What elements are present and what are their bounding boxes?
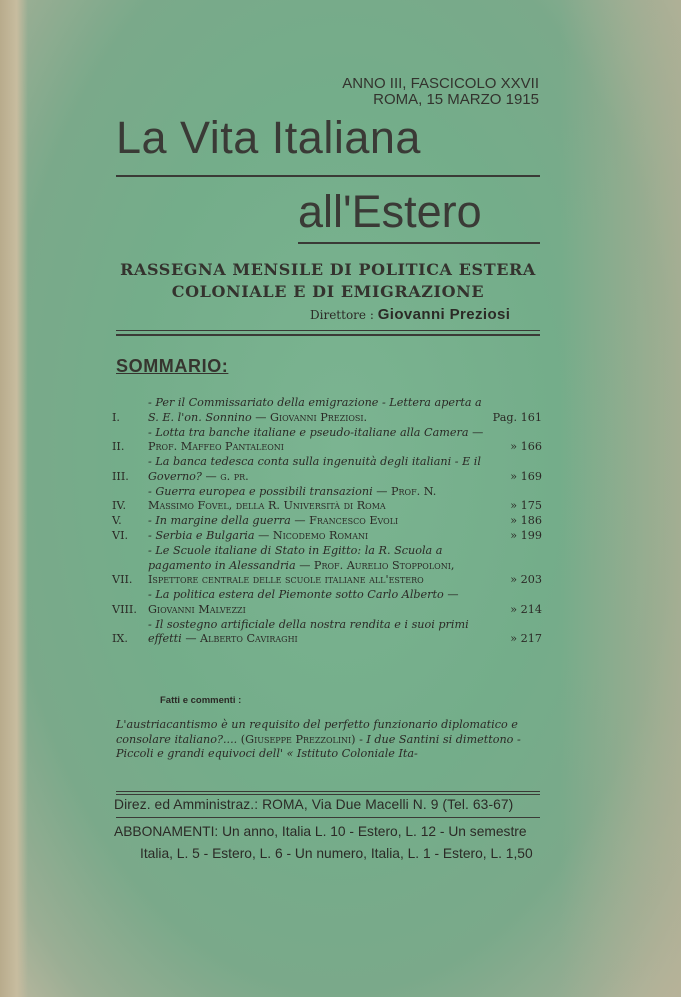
toc-body xyxy=(148,544,484,588)
toc-number: IV. xyxy=(112,499,127,512)
toc-page: » 214 xyxy=(510,602,542,616)
toc-page: » 203 xyxy=(510,573,542,586)
toc-title: - Guerra europea e possibili transazioni xyxy=(148,484,373,498)
toc-entry xyxy=(112,455,542,484)
toc-title: - In margine della guerra xyxy=(148,514,291,527)
title-line-1: La Vita Italiana xyxy=(116,112,421,163)
toc-number: IX. xyxy=(112,632,128,645)
director-name: Giovanni Preziosi xyxy=(377,306,511,323)
toc-title: - Lotta tra banche italiane e pseudo-italiane alla Camera xyxy=(148,425,469,439)
toc-entry xyxy=(112,485,542,514)
toc-number: VIII. xyxy=(112,602,137,616)
toc-body xyxy=(148,455,484,484)
toc-title: - La banca tedesca conta sulla ingenuità degli italiani - E il Governo? xyxy=(148,455,481,483)
toc-page: » 169 xyxy=(510,469,542,483)
toc-body xyxy=(148,618,484,647)
toc-author: — Giovanni Preziosi. xyxy=(255,410,368,424)
toc-page: Pag. 161 xyxy=(492,410,542,424)
fatti-author-1: (Giuseppe Prezzolini) xyxy=(240,732,356,746)
toc-body xyxy=(148,426,484,455)
fatti-label: Fatti e commenti : xyxy=(160,695,242,706)
toc-page: » 199 xyxy=(510,529,542,542)
toc-number: I. xyxy=(112,410,120,424)
toc-number: II. xyxy=(112,440,125,453)
toc-page: » 217 xyxy=(510,632,542,645)
address-line: Direz. ed Amministraz.: ROMA, Via Due Macelli N. 9 (Tel. 63-67) xyxy=(114,797,514,812)
toc-author: — g. pr. xyxy=(205,469,249,483)
toc-title: - Il sostegno artificiale della nostra rendita e i suoi primi effetti xyxy=(148,617,469,645)
toc-page: » 186 xyxy=(510,514,542,527)
edge-fade xyxy=(560,0,681,997)
toc-entry xyxy=(112,396,542,425)
toc-author: — Prof. Aurelio Stoppoloni, Ispettore centrale delle scuole italiane all'estero xyxy=(148,558,455,586)
toc-body xyxy=(148,514,484,529)
toc-entry xyxy=(112,514,542,529)
toc-number: III. xyxy=(112,469,129,483)
subtitle-line-1: RASSEGNA MENSILE DI POLITICA ESTERA xyxy=(120,260,536,279)
toc-page: » 175 xyxy=(510,499,542,512)
issue-line-2: ROMA, 15 MARZO 1915 xyxy=(373,91,539,108)
toc-body xyxy=(148,485,484,514)
toc-title: - La politica estera del Piemonte sotto Carlo Alberto xyxy=(148,588,444,601)
table-of-contents xyxy=(112,396,542,647)
toc-number: V. xyxy=(112,514,122,527)
toc-number: VII. xyxy=(112,573,133,586)
toc-number: VI. xyxy=(112,529,129,542)
footer-rule-3 xyxy=(116,817,540,818)
toc-body xyxy=(148,529,484,544)
director-label: Direttore : xyxy=(310,308,374,322)
toc-entry xyxy=(112,588,542,617)
sommario-heading: SOMMARIO: xyxy=(116,356,229,376)
subscription-line-1: ABBONAMENTI: Un anno, Italia L. 10 - Estero, L. 12 - Un semestre xyxy=(114,824,527,839)
toc-entry xyxy=(112,529,542,544)
toc-entry xyxy=(112,618,542,647)
toc-entry xyxy=(112,426,542,455)
toc-body xyxy=(148,396,484,425)
toc-author: — Nicodemo Romani xyxy=(258,529,369,542)
footer-rule xyxy=(116,791,540,792)
title-line-2: all'Estero xyxy=(298,186,482,237)
director xyxy=(310,306,510,323)
toc-author: — Prof. Maffeo Pantaleoni xyxy=(148,425,484,453)
fatti-text-2: - I due Santini si dimettono - Piccoli e grandi equivoci dell' « Istituto Coloniale Ita- xyxy=(116,732,521,760)
toc-entry xyxy=(112,544,542,588)
toc-title: - Serbia e Bulgaria xyxy=(148,529,255,542)
toc-author: — Alberto Caviraghi xyxy=(185,632,298,645)
issue-line-1: ANNO III, FASCICOLO XXVII xyxy=(342,75,539,92)
subscription-line-2: Italia, L. 5 - Estero, L. 6 - Un numero, Italia, L. 1 - Estero, L. 1,50 xyxy=(140,846,533,861)
spine-edge xyxy=(0,0,28,997)
fatti-commenti xyxy=(116,718,540,762)
issue-info xyxy=(342,76,539,108)
toc-body xyxy=(148,588,484,617)
toc-title: - Per il Commissariato della emigrazione - Lettera aperta a S. E. l'on. Sonnino xyxy=(148,396,482,424)
title-rule-2 xyxy=(298,242,540,244)
toc-author: — Francesco Evoli xyxy=(294,514,399,527)
divider-rule-thick xyxy=(116,334,540,336)
footer-rule-2 xyxy=(116,794,540,795)
fatti-text-1: L'austriacantismo è un requisito del perfetto funzionario diplomatico e consolare italiano?.... xyxy=(116,718,518,746)
toc-author: — Prof. N. Massimo Fovel, della R. Università di Roma xyxy=(148,484,437,512)
title-rule xyxy=(116,175,540,177)
divider-rule xyxy=(116,330,540,331)
toc-page: » 166 xyxy=(510,440,542,453)
toc-title: - Le Scuole italiane di Stato in Egitto: la R. Scuola a pagamento in Alessandria xyxy=(148,544,443,572)
subtitle-line-2: COLONIALE E DI EMIGRAZIONE xyxy=(171,282,485,301)
toc-author: — Giovanni Malvezzi xyxy=(148,588,459,616)
